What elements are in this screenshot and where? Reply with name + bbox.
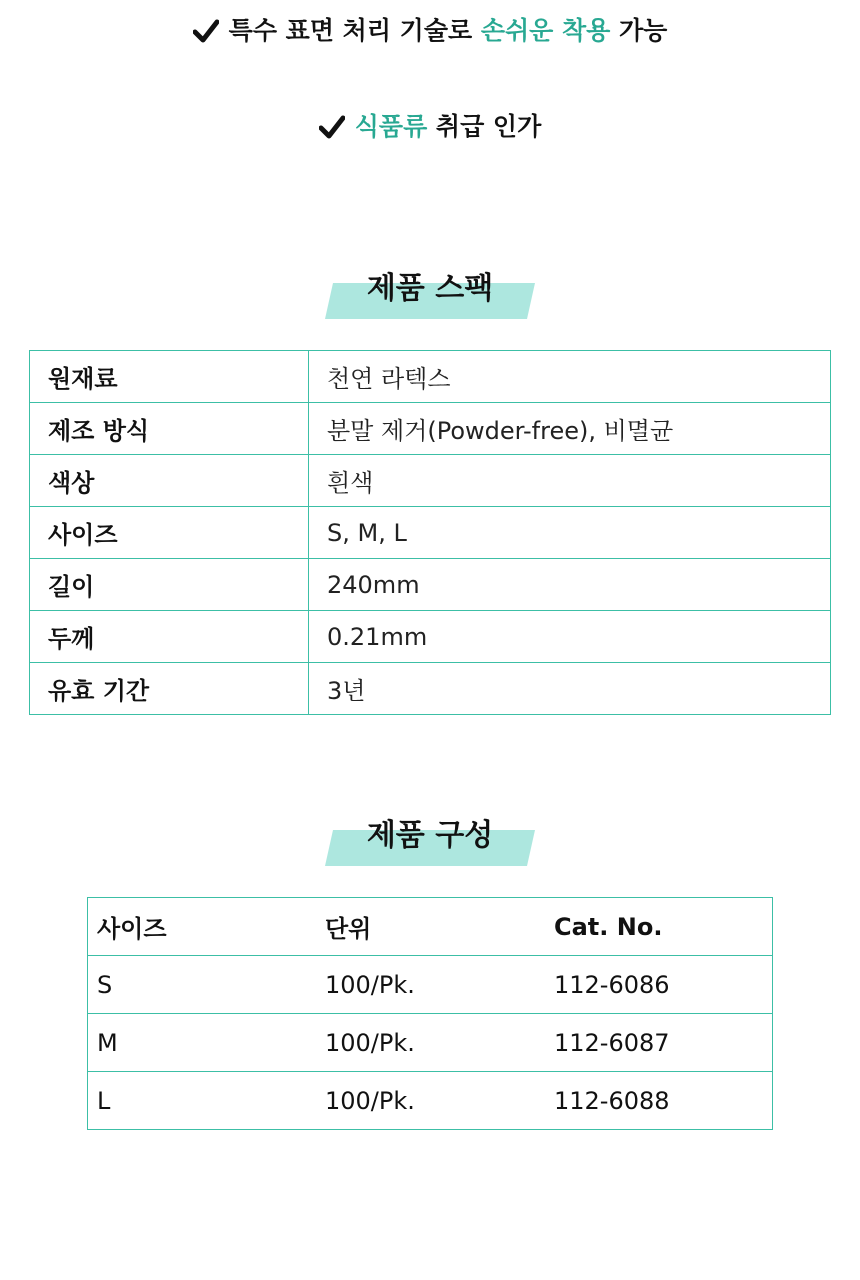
table-row [30,559,831,611]
spec-title-text: 제품 스팩 [366,271,494,306]
table-row [30,403,831,455]
table-row [88,956,773,1014]
table-header-row [88,898,773,956]
cell-size: M [88,1014,317,1072]
cell-cat-no: 112-6087 [545,1014,773,1072]
spec-value: 3년 [309,663,831,715]
spec-value: 천연 라텍스 [309,351,831,403]
table-row [30,455,831,507]
spec-value: 240mm [309,559,831,611]
feature-line-1 [0,14,860,52]
table-row [30,351,831,403]
spec-value: 분말 제거(Powder-free), 비멸균 [309,403,831,455]
cell-unit: 100/Pk. [316,1072,545,1130]
table-row [30,663,831,715]
spec-table [29,350,831,715]
cell-unit: 100/Pk. [316,1014,545,1072]
feature-1-text: 특수 표면 처리 기술로 [228,16,481,45]
spec-label: 원재료 [30,351,309,403]
table-row [88,1014,773,1072]
spec-value: S, M, L [309,507,831,559]
spec-label: 색상 [30,455,309,507]
spec-label: 길이 [30,559,309,611]
checkmark-icon [319,114,345,148]
composition-table [87,897,773,1130]
composition-title-text: 제품 구성 [366,818,494,853]
spec-label: 유효 기간 [30,663,309,715]
column-header-unit: 단위 [316,898,545,956]
cell-unit: 100/Pk. [316,956,545,1014]
spec-label: 두께 [30,611,309,663]
checkmark-icon [193,18,219,52]
cell-cat-no: 112-6086 [545,956,773,1014]
column-header-size: 사이즈 [88,898,317,956]
feature-1-highlight: 손쉬운 착용 [480,16,611,45]
spec-value: 흰색 [309,455,831,507]
table-row [30,507,831,559]
spec-label: 제조 방식 [30,403,309,455]
composition-section-title [325,818,535,866]
table-row [88,1072,773,1130]
cell-size: L [88,1072,317,1130]
cell-size: S [88,956,317,1014]
feature-2-highlight: 식품류 [354,112,428,141]
spec-section-title [325,271,535,319]
cell-cat-no: 112-6088 [545,1072,773,1130]
table-row [30,611,831,663]
spec-value: 0.21mm [309,611,831,663]
spec-label: 사이즈 [30,507,309,559]
column-header-cat-no: Cat. No. [545,898,773,956]
feature-1-tail: 가능 [610,16,668,45]
feature-2-tail: 취급 인가 [427,112,542,141]
feature-line-2 [0,110,860,148]
